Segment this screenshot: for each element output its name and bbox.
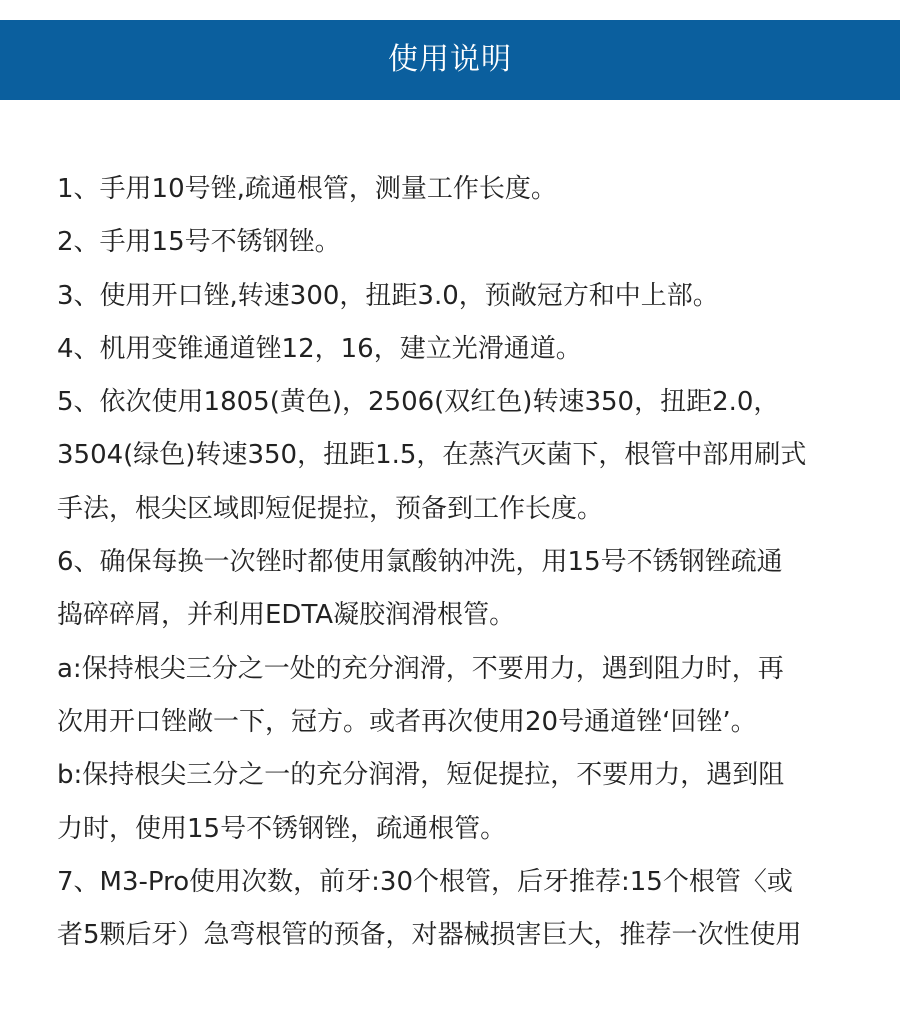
instruction-line: 2、手用15号不锈钢锉。 <box>57 227 341 258</box>
instruction-line: 5、依次使用1805(黄色)，2506(双红色)转速350，扭距2.0， <box>57 387 780 418</box>
instructions-body <box>57 163 877 962</box>
header-bar <box>0 20 900 100</box>
instruction-line: 力时，使用15号不锈钢锉，疏通根管。 <box>57 813 507 844</box>
instruction-line: 手法，根尖区域即短促提拉，预备到工作长度。 <box>57 493 604 524</box>
instruction-line: a:保持根尖三分之一处的充分润滑，不要用力，遇到阻力时，再 <box>57 653 784 684</box>
instruction-line: 者5颗后牙）急弯根管的预备，对器械损害巨大，推荐一次性使用 <box>57 920 802 951</box>
instruction-line: 次用开口锉敞一下，冠方。或者再次使用20号通道锉‘回锉’。 <box>57 706 757 737</box>
instruction-line: 6、确保每换一次锉时都使用氯酸钠冲洗，用15号不锈钢锉疏通 <box>57 547 783 578</box>
instruction-line: 1、手用10号锉,疏通根管，测量工作长度。 <box>57 174 557 204</box>
instruction-line: 3504(绿色)转速350，扭距1.5，在蒸汽灭菌下，根管中部用刷式 <box>57 440 807 471</box>
instruction-line: 4、机用变锥通道锉12，16，建立光滑通道。 <box>57 333 582 364</box>
page-title: 使用说明 <box>388 42 512 77</box>
instruction-line: 3、使用开口锉,转速300，扭距3.0，预敞冠方和中上部。 <box>57 280 719 311</box>
instruction-line: 捣碎碎屑，并利用EDTA凝胶润滑根管。 <box>57 600 516 631</box>
instruction-line: 7、M3-Pro使用次数，前牙:30个根管，后牙推荐:15个根管〈或 <box>57 866 793 897</box>
instruction-line: b:保持根尖三分之一的充分润滑，短促提拉，不要用力，遇到阻 <box>57 760 785 791</box>
